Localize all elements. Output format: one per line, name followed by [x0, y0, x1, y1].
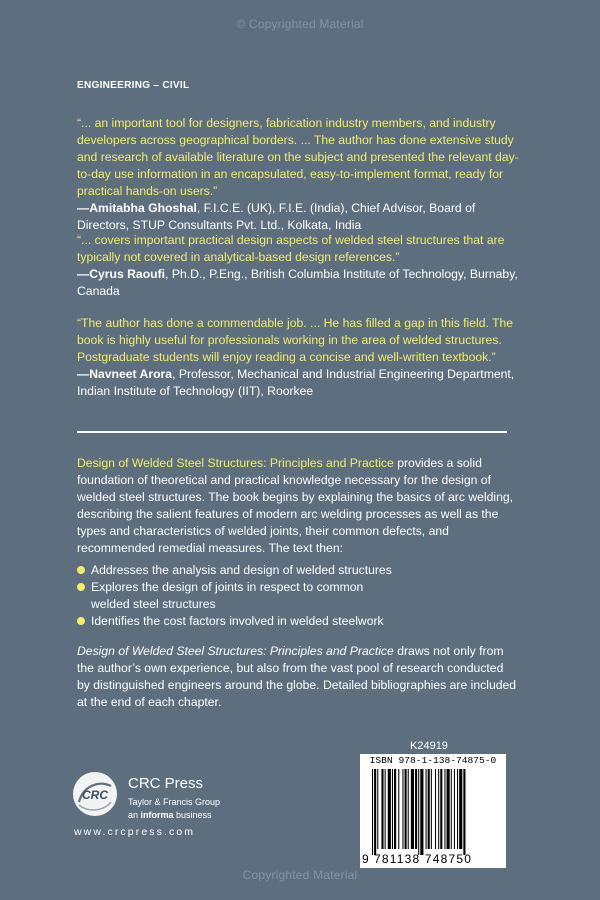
quote-author: —Amitabha Ghoshal: [77, 201, 197, 215]
barcode-bar: [408, 769, 409, 849]
publisher-group: Taylor & Francis Group: [128, 797, 221, 807]
barcode-bar: [415, 769, 417, 849]
isbn-label: ISBN 978-1-138-74875-0: [369, 755, 497, 766]
description-closing: [77, 643, 517, 711]
feature-list: [77, 562, 497, 630]
barcode-bar: [392, 769, 393, 849]
section-divider: [77, 431, 507, 433]
barcode-first-digit: 9: [362, 852, 370, 866]
business-prefix: an: [128, 810, 141, 820]
barcode-bar: [451, 769, 452, 849]
barcode-bar: [440, 769, 442, 849]
quote-text: “... covers important practical design aspects of welded steel structures that are typically not covered in analytical-based design references.”: [77, 233, 505, 264]
business-bold: informa: [140, 810, 174, 820]
list-item-text: Addresses the analysis and design of welded structures: [91, 563, 392, 577]
barcode-bar: [381, 769, 383, 849]
list-item: [77, 579, 497, 613]
barcode-bar: [374, 769, 376, 855]
barcode-bar: [420, 769, 423, 855]
barcode-bar: [402, 769, 403, 849]
list-item-text: Explores the design of joints in respect to common welded steel structures: [91, 580, 364, 611]
barcode-bar: [457, 769, 458, 849]
watermark-top: © Copyrighted Material: [236, 17, 364, 31]
barcode-icon: [360, 754, 506, 868]
watermark-bottom: Copyrighted Material: [242, 868, 358, 882]
barcode-bar: [444, 769, 445, 849]
business-suffix: business: [173, 810, 212, 820]
barcode-bar: [426, 769, 427, 849]
publisher-name: CRC Press: [128, 775, 204, 792]
category-label: ENGINEERING – CIVIL: [77, 80, 190, 91]
barcode-bar: [385, 769, 386, 849]
quote-author: —Navneet Arora: [77, 367, 173, 381]
quote-author: —Cyrus Raoufi: [77, 267, 166, 281]
barcode-bar: [411, 769, 414, 849]
barcode-bar: [438, 769, 439, 849]
barcode-bar: [405, 769, 407, 849]
list-item: [77, 613, 497, 630]
isbn-barcode: [360, 754, 506, 868]
quote-text: “... an important tool for designers, fabrication industry members, and industry developers across geographical borders. ... The author has done extensive study and research of available literature on the subject and presented the relevant day-to-day use information in an encapsulated, easy-to-implement format, ready for practical hands-on users.”: [77, 116, 519, 198]
barcode-bar: [435, 769, 436, 849]
bullet-dot-icon: [77, 617, 85, 625]
publisher-business: [128, 810, 212, 820]
bullet-dot-icon: [77, 566, 85, 574]
barcode-bar: [398, 769, 399, 849]
quote-affiliation: , Professor, Mechanical and Industrial Engineering Department, Indian Institute of Technology (IIT), Roorkee: [77, 367, 515, 398]
intro-text: provides a solid foundation of theoretical and practical knowledge necessary for the design of welded steel structures. The book begins by explaining the basics of arc welding, describing the salient features of modern arc welding processes as well as the types and characteristics of welded joints, their common defects, and recommended remedial measures. The text then:: [77, 456, 514, 555]
barcode-bar: [447, 769, 450, 849]
book-title-italic: Design of Welded Steel Structures: Principles and Practice: [77, 644, 394, 658]
closing-text: draws not only from the author’s own experience, but also from the vast pool of research conducted by distinguished engineers around the globe. Detailed bibliographies are included at the end of each chapter.: [77, 644, 517, 709]
barcode-digit-groups: 781138 748750: [374, 852, 473, 866]
barcode-bar: [431, 769, 432, 849]
review-quote-2: [77, 232, 527, 300]
barcode-bar: [372, 769, 373, 855]
bullet-dot-icon: [77, 583, 85, 591]
quote-affiliation: , F.I.C.E. (UK), F.I.E. (India), Chief Advisor, Board of Directors, STUP Consultants Pvt. Ltd., Kolkata, India: [77, 201, 476, 232]
barcode-bar: [377, 769, 378, 849]
barcode-bar: [428, 769, 430, 849]
quote-text: “The author has done a commendable job. ... He has filled a gap in this field. The book is highly useful for professionals working in the area of welded structures. Postgraduate students will enjoy reading a concise and well-written textbook.”: [77, 316, 514, 364]
quote-attribution: [77, 201, 475, 232]
quote-attribution: [77, 267, 518, 298]
review-quote-3: [77, 315, 527, 400]
barcode-bar: [394, 769, 396, 849]
review-quote-1: [77, 115, 527, 234]
book-title-highlight: Design of Welded Steel Structures: Principles and Practice: [77, 456, 394, 470]
product-code: K24919: [410, 740, 448, 752]
barcode-bar: [463, 769, 465, 855]
quote-attribution: [77, 367, 514, 398]
barcode-bar: [388, 769, 391, 849]
description-intro: [77, 455, 517, 557]
list-item-text: Identifies the cost factors involved in welded steelwork: [91, 614, 384, 628]
list-item: [77, 562, 497, 579]
crc-logo-text: CRC: [82, 788, 108, 802]
crc-logo-icon: [73, 772, 117, 816]
quote-affiliation: , Ph.D., P.Eng., British Columbia Institute of Technology, Burnaby, Canada: [77, 267, 518, 298]
barcode-bar: [459, 769, 462, 849]
barcode-bar: [418, 769, 419, 855]
publisher-url: www.crcpress.com: [74, 826, 196, 838]
barcode-bar: [454, 769, 455, 849]
